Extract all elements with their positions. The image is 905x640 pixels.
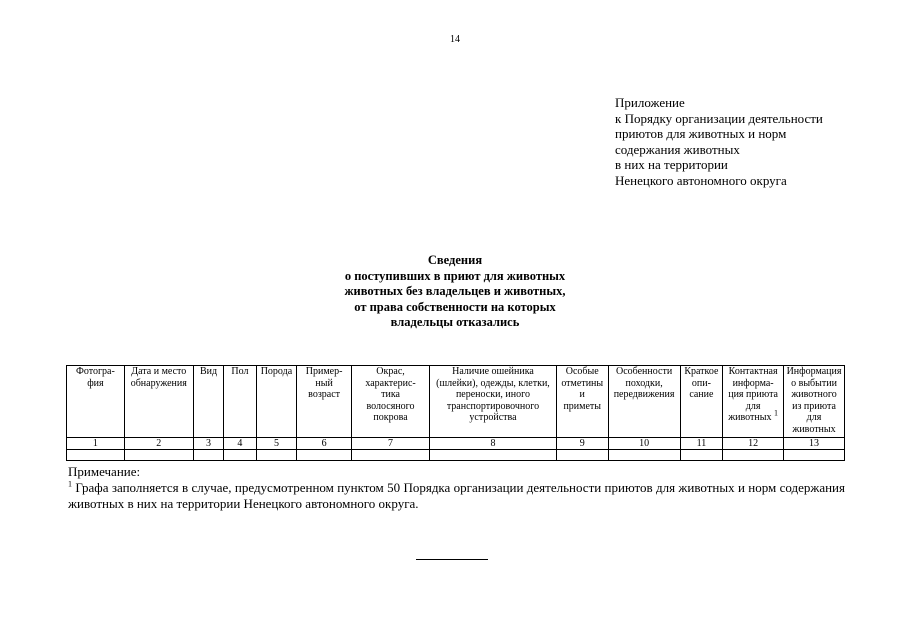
empty-cell — [784, 450, 845, 461]
column-header-photo: Фотогра- фия — [67, 366, 125, 438]
column-header-departure: Информация о выбытии животного из приюта для животных — [784, 366, 845, 438]
column-number: 10 — [608, 438, 680, 450]
page-number: 14 — [450, 34, 460, 45]
column-header-sex: Пол — [224, 366, 256, 438]
column-header-description: Краткое опи- сание — [680, 366, 723, 438]
note-body — [68, 480, 845, 512]
note-footnote-mark: 1 — [68, 479, 72, 489]
column-header-gait: Особенности походки, передвижения — [608, 366, 680, 438]
column-number: 5 — [256, 438, 297, 450]
empty-cell — [680, 450, 723, 461]
appendix-line: Ненецкого автономного округа — [615, 172, 787, 188]
appendix-line: в них на территории — [615, 157, 728, 173]
table-header-row — [67, 366, 845, 438]
appendix-line: приютов для животных и норм — [615, 126, 787, 142]
empty-cell — [124, 450, 193, 461]
empty-cell — [224, 450, 256, 461]
animal-intake-table — [66, 365, 845, 461]
note-heading: Примечание: — [68, 464, 141, 479]
empty-cell — [67, 450, 125, 461]
column-header-contact — [723, 366, 784, 438]
column-header-contact-text: Контактная информа- ция приюта для животных — [728, 366, 778, 424]
column-header-marks: Особые отметины и приметы — [556, 366, 608, 438]
column-number: 1 — [67, 438, 125, 450]
column-number: 3 — [193, 438, 223, 450]
end-divider — [416, 559, 488, 560]
column-header-collar: Наличие ошейника (шлейки), одежды, клетки, переноски, иного транспортировочного устройства — [430, 366, 557, 438]
note-text: Графа заполняется в случае, предусмотренном пунктом 50 Порядка организации деятельности приютов для животных и норм содержания животных в них на территории Ненецкого автономного округа. — [68, 480, 845, 511]
column-number: 4 — [224, 438, 256, 450]
title-line: Сведения — [427, 253, 483, 267]
appendix-line: к Порядку организации деятельности — [615, 110, 823, 126]
column-header-coat: Окрас, характерис- тика волосяного покрова — [351, 366, 429, 438]
empty-data-row — [67, 450, 845, 461]
empty-cell — [430, 450, 557, 461]
column-number-row — [67, 438, 845, 450]
column-header-date-place: Дата и место обнаружения — [124, 366, 193, 438]
column-number: 2 — [124, 438, 193, 450]
empty-cell — [193, 450, 223, 461]
column-header-age: Пример- ный возраст — [297, 366, 352, 438]
column-number: 8 — [430, 438, 557, 450]
column-number: 7 — [351, 438, 429, 450]
empty-cell — [556, 450, 608, 461]
title-line: от права собственности на которых — [354, 299, 556, 314]
column-header-breed: Порода — [256, 366, 297, 438]
empty-cell — [723, 450, 784, 461]
appendix-reference — [615, 95, 885, 189]
footnote-mark: 1 — [773, 409, 778, 419]
column-number: 9 — [556, 438, 608, 450]
column-number: 12 — [723, 438, 784, 450]
title-line: о поступивших в приют для животных — [344, 268, 566, 283]
empty-cell — [608, 450, 680, 461]
title-line: животных без владельцев и животных, — [344, 284, 566, 299]
empty-cell — [297, 450, 352, 461]
appendix-line: Приложение — [615, 95, 685, 110]
appendix-line: содержания животных — [615, 141, 740, 157]
title-line: владельцы отказались — [390, 315, 520, 330]
empty-cell — [351, 450, 429, 461]
column-number: 11 — [680, 438, 723, 450]
document-title — [290, 253, 620, 331]
empty-cell — [256, 450, 297, 461]
column-header-species: Вид — [193, 366, 223, 438]
column-number: 13 — [784, 438, 845, 450]
column-number: 6 — [297, 438, 352, 450]
footnote-section — [68, 464, 845, 512]
